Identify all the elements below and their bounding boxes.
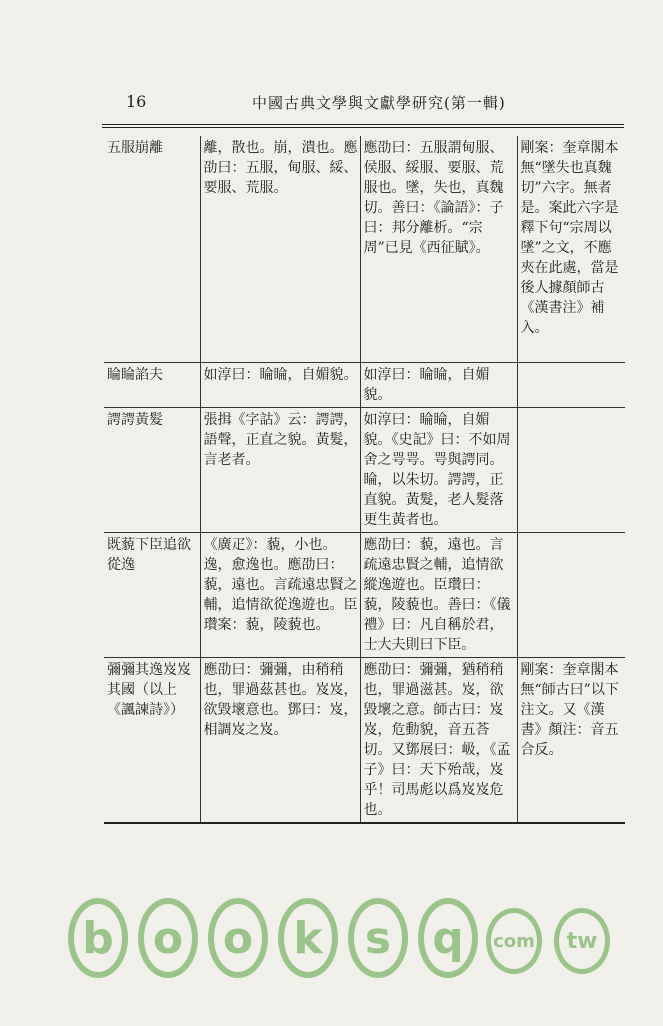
watermark-com: com — [486, 908, 542, 974]
remark-cell — [517, 363, 625, 408]
remark-cell: 剛案：奎章閣本無“墜失也真魏切”六字。無者是。案此六字是釋下句“宗周以墜”之文，不應夾在此處，當是後人據顏師古《漢書注》補入。 — [517, 136, 625, 363]
annotation-cell-a: 應劭曰：彌彌，由稍稍也，罪過茲甚也。岌岌，欲毀壞意也。鄧曰：岌，相調岌之岌。 — [200, 658, 360, 824]
term-cell: 諤諤黃髮 — [104, 408, 200, 533]
watermark-letter: b — [68, 898, 128, 978]
remark-cell: 剛案：奎章閣本無“師古曰”以下注文。又《漢書》顏注：音五合反。 — [517, 658, 625, 824]
annotation-cell-b: 如淳曰：睔睔，自媚貌。 — [360, 363, 517, 408]
running-title: 中國古典文學與文獻學研究(第一輯) — [252, 94, 506, 112]
annotation-cell-b: 應劭曰：彌彌，猶稍稍也，罪過滋甚。岌，欲毀壞之意。師古曰：岌岌，危動貌，音五荅切。又鄧展曰：岋，《孟子》曰：天下殆哉，岌乎！司馬彪以爲岌岌危也。 — [360, 658, 517, 824]
table-row — [104, 136, 625, 363]
term-cell: 五服崩離 — [104, 136, 200, 363]
annotation-cell-a: 《廣疋》：藐，小也。逸，愈逸也。應劭曰：藐，遠也。言疏遠忠賢之輔，追情欲從逸遊也。臣瓚案：藐，陵藐也。 — [200, 533, 360, 658]
remark-cell — [517, 533, 625, 658]
watermark-letter: o — [138, 898, 198, 978]
table-row — [104, 533, 625, 658]
remark-cell — [517, 408, 625, 533]
bookstore-watermark — [68, 898, 628, 988]
term-cell: 彌彌其逸岌岌其國（以上《諷諫詩》） — [104, 658, 200, 824]
annotation-cell-a: 如淳曰：睔睔，自媚貌。 — [200, 363, 360, 408]
annotation-cell-b: 應劭曰：五服謂甸服、侯服、綏服、要服、荒服也。墜，失也，真魏切。善曰：《論語》：子曰：邦分離析。“宗周”已見《西征賦》。 — [360, 136, 517, 363]
table-row — [104, 408, 625, 533]
page-number: 16 — [126, 92, 147, 111]
header-rule — [102, 124, 624, 125]
running-header — [102, 90, 622, 116]
watermark-letter: k — [278, 898, 338, 978]
table-row — [104, 658, 625, 824]
watermark-letter: o — [208, 898, 268, 978]
term-cell: 既藐下臣追欲從逸 — [104, 533, 200, 658]
annotation-table — [104, 136, 625, 824]
watermark-letter: s — [348, 898, 408, 978]
annotation-cell-a: 離，散也。崩，潰也。應劭曰：五服，甸服、綏、要服、荒服。 — [200, 136, 360, 363]
watermark-letter-q: q — [418, 898, 478, 978]
table-row — [104, 363, 625, 408]
term-cell: 睔睔諂夫 — [104, 363, 200, 408]
annotation-cell-b: 應劭曰：藐，遠也。言疏遠忠賢之輔，追情欲縱逸遊也。臣瓚曰：藐，陵藐也。善曰：《儀禮》曰：凡自稱於君，士大夫則曰下臣。 — [360, 533, 517, 658]
header-rule-secondary — [102, 127, 624, 128]
annotation-cell-b: 如淳曰：睔睔，自媚貌。《史記》曰：不如周舍之咢咢。咢與諤同。睔，以朱切。諤諤，正直貌。黃髮，老人髮落更生黃者也。 — [360, 408, 517, 533]
watermark-tw: tw — [554, 908, 610, 974]
annotation-cell-a: 張揖《字詁》云：諤諤，語聲，正直之貌。黃髮，言老者。 — [200, 408, 360, 533]
